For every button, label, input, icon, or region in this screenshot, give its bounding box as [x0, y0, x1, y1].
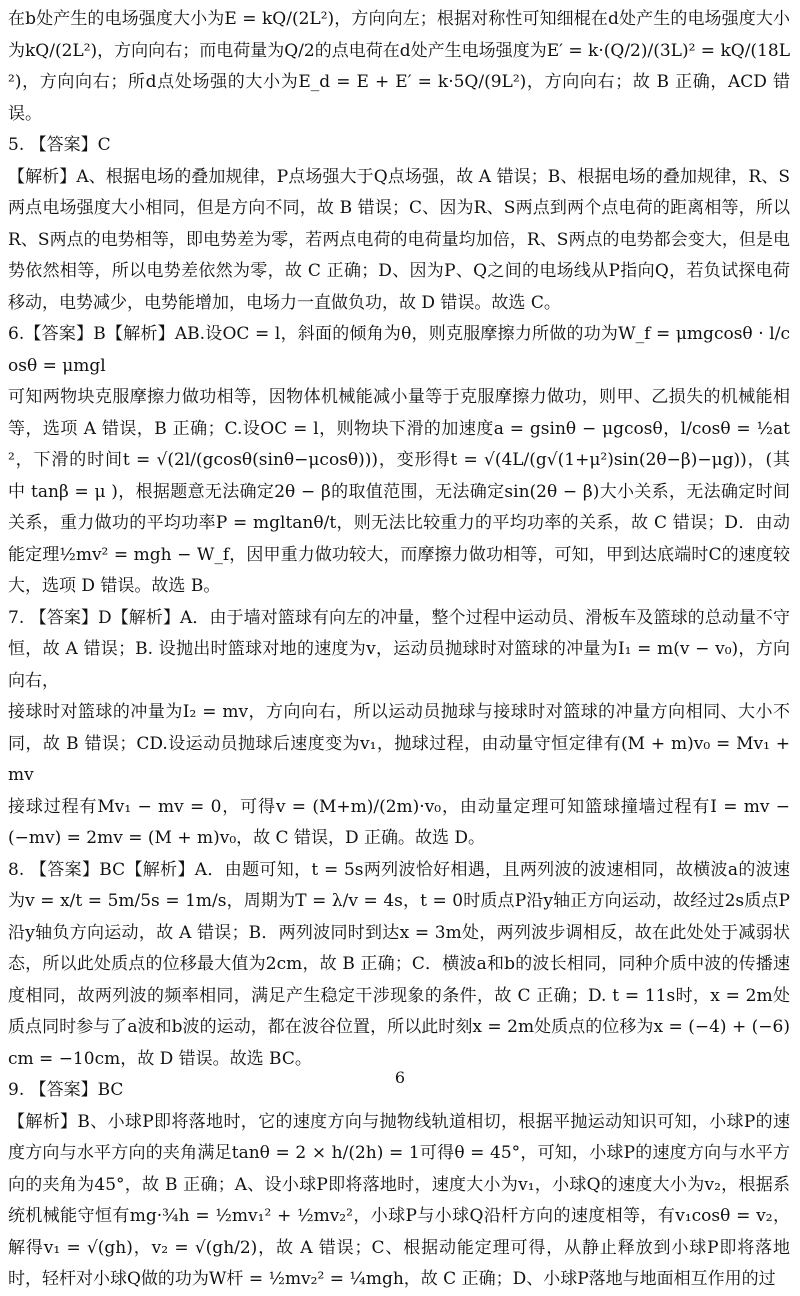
paragraph-q9-analysis: 【解析】B、小球P即将落地时，它的速度方向与抛物线轨道相切，根据平抛运动知识可知，小球P的速度方向与水平方向的夹角满足tanθ = 2 × h/(2h) = 1可得θ = 45°，可知，小球P的速度方向与水平方向的夹角为45°，故 B 正确；A、设小球P即将落地时，速度大小为v₁，小球Q的速度大小为v₂，根据系统机械能守恒有mg·¾h = ½mv₁² + ½mv₂²，小球P与小球Q沿杆方向的速度相等，有v₁cosθ = v₂，解得v₁ = √(gh)，v₂ = √(gh/2)，故 A 错误；C、根据动能定理可得，从静止释放到小球P即将落地时，轻杆对小球Q做的功为W杆 = ½mv₂² = ¼mgh，故 C 正确；D、小球P落地与地面相互作用的过 [8, 1111, 790, 1289]
paragraph-q4-tail: 在b处产生的电场强度大小为E = kQ/(2L²)，方向向左；根据对称性可知细棍在d处产生的电场强度大小为kQ/(2L²)，方向向右；而电荷量为Q/2的点电荷在d处产生电场强度为E′ = k·(Q/2)/(3L)² = kQ/(18L²)，方向向右；所d点处场强的大小为E_d = E + E′ = k·5Q/(9L²)，方向向右；故 B 正确，ACD 错误。 [8, 9, 790, 124]
paragraph-q7-answer: 7. 【答案】D【解析】A．由于墙对篮球有向左的冲量，整个过程中运动员、滑板车及篮球的总动量不守恒，故 A 错误；B. 设抛出时篮球对地的速度为v，运动员抛球时对篮球的冲量为I₁ = m(v − v₀)，方向向右， [8, 607, 790, 691]
paragraph-q6-analysis: 可知两物块克服摩擦力做功相等，因物体机械能减小量等于克服摩擦力做功，则甲、乙损失的机械能相等，选项 A 错误，B 正确；C.设OC = l，则物块下滑的加速度a = gsinθ − μgcosθ，l/cosθ = ½at²，下滑的时间t = √(2l/(gcosθ(sinθ−μcosθ)))，变形得t = √(4L/(g√(1+μ²)sin(2θ−β)−μg))，(其中 tanβ = μ )，根据题意无法确定2θ − β的取值范围，无法确定sin(2θ − β)大小关系，无法确定时间关系，重力做功的平均功率P = mgltanθ/t，则无法比较重力的平均功率的关系，故 C 错误；D．由动能定理½mv² = mgh − W_f，因甲重力做功较大，而摩擦力做功相等，可知，甲到达底端时C的速度较大，选项 D 错误。故选 B。 [8, 387, 790, 596]
paragraph-q9-answer: 9. 【答案】BC [8, 1080, 124, 1100]
page-number: 6 [394, 1068, 406, 1087]
paragraph-q7-analysis-1: 接球时对篮球的冲量为I₂ = mv，方向向右，所以运动员抛球与接球时对篮球的冲量方向相同、大小不同，故 B 错误；CD.设运动员抛球后速度变为v₁，抛球过程，由动量守恒定律有(M + m)v₀ = Mv₁ + mv [8, 702, 790, 785]
paragraph-q5-answer: 5. 【答案】C [8, 135, 111, 155]
paragraph-q5-analysis: 【解析】A、根据电场的叠加规律，P点场强大于Q点场强，故 A 错误；B、根据电场的叠加规律，R、S两点电场强度大小相同，但是方向不同，故 B 错误；C、因为R、S两点到两个点电荷的距离相等，所以R、S两点的电势相等，即电势差为零，若两点电荷的电荷量均加倍，R、S两点的电势都会变大，但是电势依然相等，所以电势差依然为零，故 C 正确；D、因为P、Q之间的电场线从P指向Q，若负试探电荷移动，电势减少，电势能增加，电场力一直做负功，故 D 错误。故选 C。 [8, 166, 790, 313]
paragraph-q7-analysis-2: 接球过程有Mv₁ − mv = 0，可得v = (M+m)/(2m)·v₀，由动量定理可知篮球撞墙过程有I = mv − (−mv) = 2mv = (M + m)v₀，故 C 错误，D 正确。故选 D。 [8, 796, 790, 848]
paragraph-q8: 8. 【答案】BC【解析】A．由题可知，t = 5s两列波恰好相遇，且两列波的波速相同，故横波a的波速为v = x/t = 5m/5s = 1m/s，周期为T = λ/v = 4s，t = 0时质点P沿y轴正方向运动，故经过2s质点P沿y轴负方向运动，故 A 错误；B．两列波同时到达x = 3m处，两列波步调相反，故在此处处于减弱状态，所以此处质点的位移最大值为2cm，故 B 正确；C．横波a和b的波长相同，同种介质中波的传播速度相同，故两列波的频率相同，满足产生稳定干涉现象的条件，故 C 正确；D. t = 11s时，x = 2m处质点同时参与了a波和b波的运动，都在波谷位置，所以此时刻x = 2m处质点的位移为x = (−4) + (−6)cm = −10cm，故 D 错误。故选 BC。 [8, 859, 790, 1069]
paragraph-q6-answer: 6.【答案】B【解析】AB.设OC = l，斜面的倾角为θ，则克服摩擦力所做的功为W_f = μmgcosθ · l/cosθ = μmgl [8, 324, 790, 376]
document-body [8, 4, 790, 1296]
